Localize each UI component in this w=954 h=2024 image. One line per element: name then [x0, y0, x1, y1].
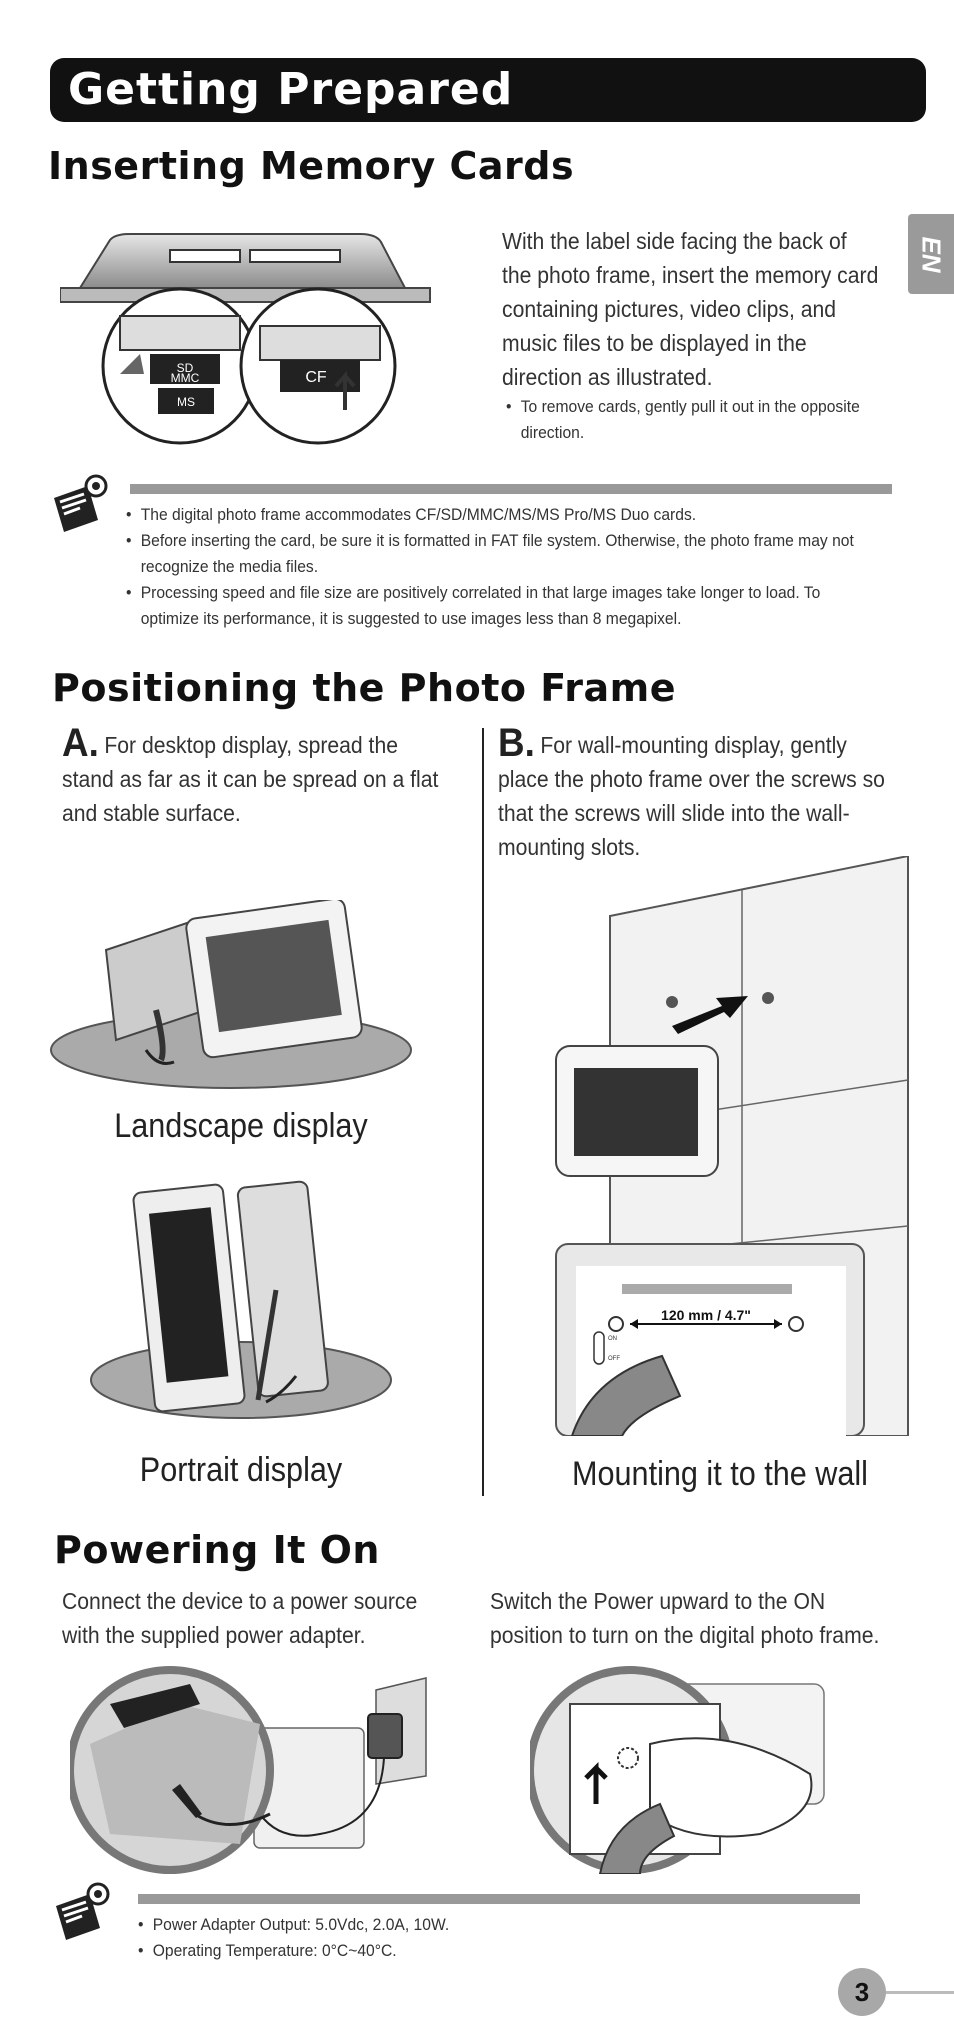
memory-card-notes	[126, 502, 869, 632]
inserting-instructions: With the label side facing the back of the photo frame, insert the memory card containing pictures, video clips, and music files to be displayed in the direction as illustrated.	[502, 228, 879, 390]
power-switch-illustration	[530, 1664, 830, 1874]
landscape-display-illustration	[46, 900, 416, 1090]
switch-on-label: ON	[608, 1336, 617, 1342]
slot-distance-label: 120 mm / 4.7"	[661, 1307, 751, 1323]
power-adapter-illustration	[70, 1664, 440, 1874]
power-connect-instructions: Connect the device to a power source with the supplied power adapter.	[62, 1588, 418, 1648]
power-note-divider	[138, 1894, 860, 1904]
landscape-caption: Landscape display	[114, 1107, 368, 1145]
wall-mounting-illustration	[552, 856, 912, 1436]
switch-off-label: OFF	[608, 1356, 620, 1362]
note-icon	[50, 472, 116, 536]
sd-label: SD	[176, 361, 194, 375]
mmc-label: MMC	[170, 371, 200, 385]
portrait-display-illustration	[86, 1180, 396, 1430]
note-item: • The digital photo frame accommodates CF/SD/MMC/MS/MS Pro/MS Duo cards.	[126, 502, 869, 528]
page-number: 3	[838, 1968, 886, 2016]
remove-card-note: • To remove cards, gently pull it out in the opposite direction.	[506, 394, 883, 446]
note-item: • Operating Temperature: 0°C~40°C.	[138, 1938, 782, 1964]
portrait-caption: Portrait display	[139, 1451, 343, 1489]
note-divider	[130, 484, 892, 494]
language-tab-label: EN	[916, 235, 947, 273]
wall-caption: Mounting it to the wall	[572, 1455, 868, 1493]
step-a-letter: A.	[62, 721, 99, 765]
powering-title: Powering It On	[54, 1528, 380, 1572]
inserting-title: Inserting Memory Cards	[48, 144, 575, 188]
power-notes	[138, 1912, 782, 1964]
page-number-line	[886, 1991, 954, 1994]
note-icon	[52, 1880, 118, 1944]
wall-instructions: B. For wall-mounting display, gently place the photo frame over the screws so that the screws will slide into the wall-mounting slots.	[498, 721, 885, 860]
ms-label: MS	[177, 395, 195, 409]
step-b-letter: B.	[498, 721, 535, 765]
positioning-title: Positioning the Photo Frame	[52, 666, 676, 710]
cf-label: CF	[305, 369, 327, 386]
note-item: • Processing speed and file size are positively correlated in that large images take longer to load. To optimize its performance, it is suggested to use images less than 8 megapixel.	[126, 580, 869, 632]
page-title: Getting Prepared	[68, 64, 514, 115]
desktop-instructions: A. For desktop display, spread the stand as far as it can be spread on a flat and stable surface.	[62, 721, 439, 826]
column-divider	[482, 728, 484, 1496]
memory-card-illustration	[60, 226, 460, 446]
note-item: • Before inserting the card, be sure it is formatted in FAT file system. Otherwise, the photo frame may not recognize the media files.	[126, 528, 869, 580]
note-item: • Power Adapter Output: 5.0Vdc, 2.0A, 10W.	[138, 1912, 782, 1938]
power-switch-instructions: Switch the Power upward to the ON position to turn on the digital photo frame.	[490, 1588, 880, 1648]
